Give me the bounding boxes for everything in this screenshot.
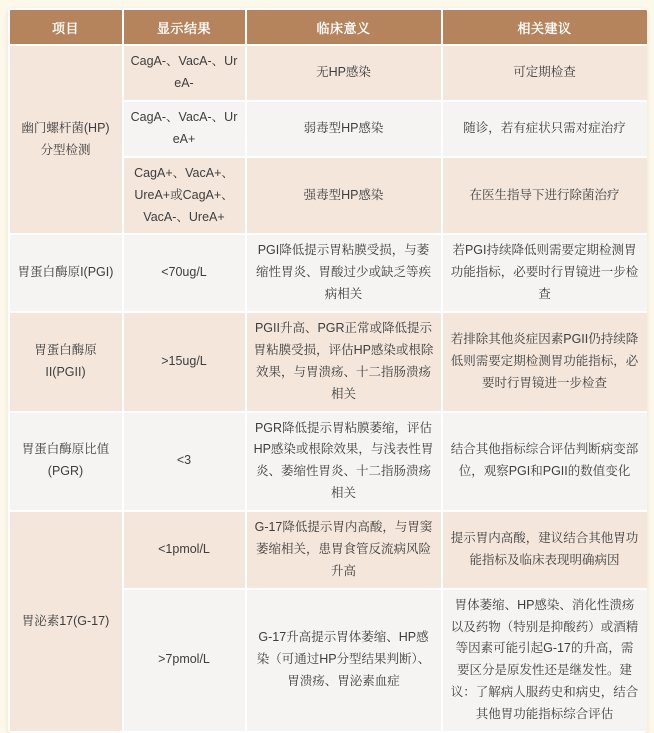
table-header <box>10 10 647 44</box>
header-item: 项目 <box>10 10 122 44</box>
result-cell: <70ug/L <box>124 235 245 311</box>
result-cell: CagA-、VacA-、UreA+ <box>124 102 245 156</box>
significance-cell: PGI降低提示胃粘膜受损，与萎缩性胃炎、胃酸过少或缺乏等疾病相关 <box>247 235 441 311</box>
result-cell: >15ug/L <box>124 313 245 411</box>
significance-cell: PGR降低提示胃粘膜萎缩，评估HP感染或根除效果，与浅表性胃炎、萎缩性胃炎、十二指肠溃疡相关 <box>247 413 441 511</box>
result-cell: <1pmol/L <box>124 512 245 588</box>
result-cell: CagA-、VacA-、UreA- <box>124 46 245 100</box>
advice-cell: 可定期检查 <box>443 46 647 100</box>
item-cell-pgr: 胃蛋白酶原比值(PGR) <box>10 413 122 511</box>
report-table-container <box>8 8 647 733</box>
item-cell-hp-typing: 幽门螺杆菌(HP)分型检测 <box>10 46 122 233</box>
significance-cell: 无HP感染 <box>247 46 441 100</box>
result-cell: >7pmol/L <box>124 590 245 731</box>
table-row-pgi <box>10 235 647 311</box>
table-row-g17-low <box>10 512 647 588</box>
item-cell-g17: 胃泌素17(G-17) <box>10 512 122 731</box>
header-result: 显示结果 <box>124 10 245 44</box>
significance-cell: G-17降低提示胃内高酸，与胃窦萎缩相关，患胃食管反流病风险升高 <box>247 512 441 588</box>
result-cell: CagA+、VacA+、UreA+或CagA+、VacA-、UreA+ <box>124 158 245 234</box>
advice-cell: 提示胃内高酸，建议结合其他胃功能指标及临床表现明确病因 <box>443 512 647 588</box>
significance-cell: PGII升高、PGR正常或降低提示胃粘膜受损，评估HP感染或根除效果，与胃溃疡、十二指肠溃疡相关 <box>247 313 441 411</box>
table-body <box>10 46 647 731</box>
table-row-hp-negative <box>10 46 647 100</box>
advice-cell: 若排除其他炎症因素PGII仍持续降低则需要定期检测胃功能指标，必要时行胃镜进一步检查 <box>443 313 647 411</box>
table-row-pgii <box>10 313 647 411</box>
result-cell: <3 <box>124 413 245 511</box>
significance-cell: 强毒型HP感染 <box>247 158 441 234</box>
header-advice: 相关建议 <box>443 10 647 44</box>
item-cell-pgii: 胃蛋白酶原II(PGII) <box>10 313 122 411</box>
header-row <box>10 10 647 44</box>
advice-cell: 随诊，若有症状只需对症治疗 <box>443 102 647 156</box>
advice-cell: 结合其他指标综合评估判断病变部位，观察PGI和PGII的数值变化 <box>443 413 647 511</box>
advice-cell: 在医生指导下进行除菌治疗 <box>443 158 647 234</box>
advice-cell: 胃体萎缩、HP感染、消化性溃疡以及药物（特别是抑酸药）或酒精等因素可能引起G-17的升高，需要区分是原发性还是继发性。建议：了解病人服药史和病史，结合其他胃功能指标综合评估 <box>443 590 647 731</box>
significance-cell: G-17升高提示胃体萎缩、HP感染（可通过HP分型结果判断）、胃溃疡、胃泌素血症 <box>247 590 441 731</box>
advice-cell: 若PGI持续降低则需要定期检测胃功能指标，必要时行胃镜进一步检查 <box>443 235 647 311</box>
header-significance: 临床意义 <box>247 10 441 44</box>
significance-cell: 弱毒型HP感染 <box>247 102 441 156</box>
item-cell-pgi: 胃蛋白酶原I(PGI) <box>10 235 122 311</box>
hp-gastric-function-table <box>8 8 647 733</box>
table-row-pgr <box>10 413 647 511</box>
